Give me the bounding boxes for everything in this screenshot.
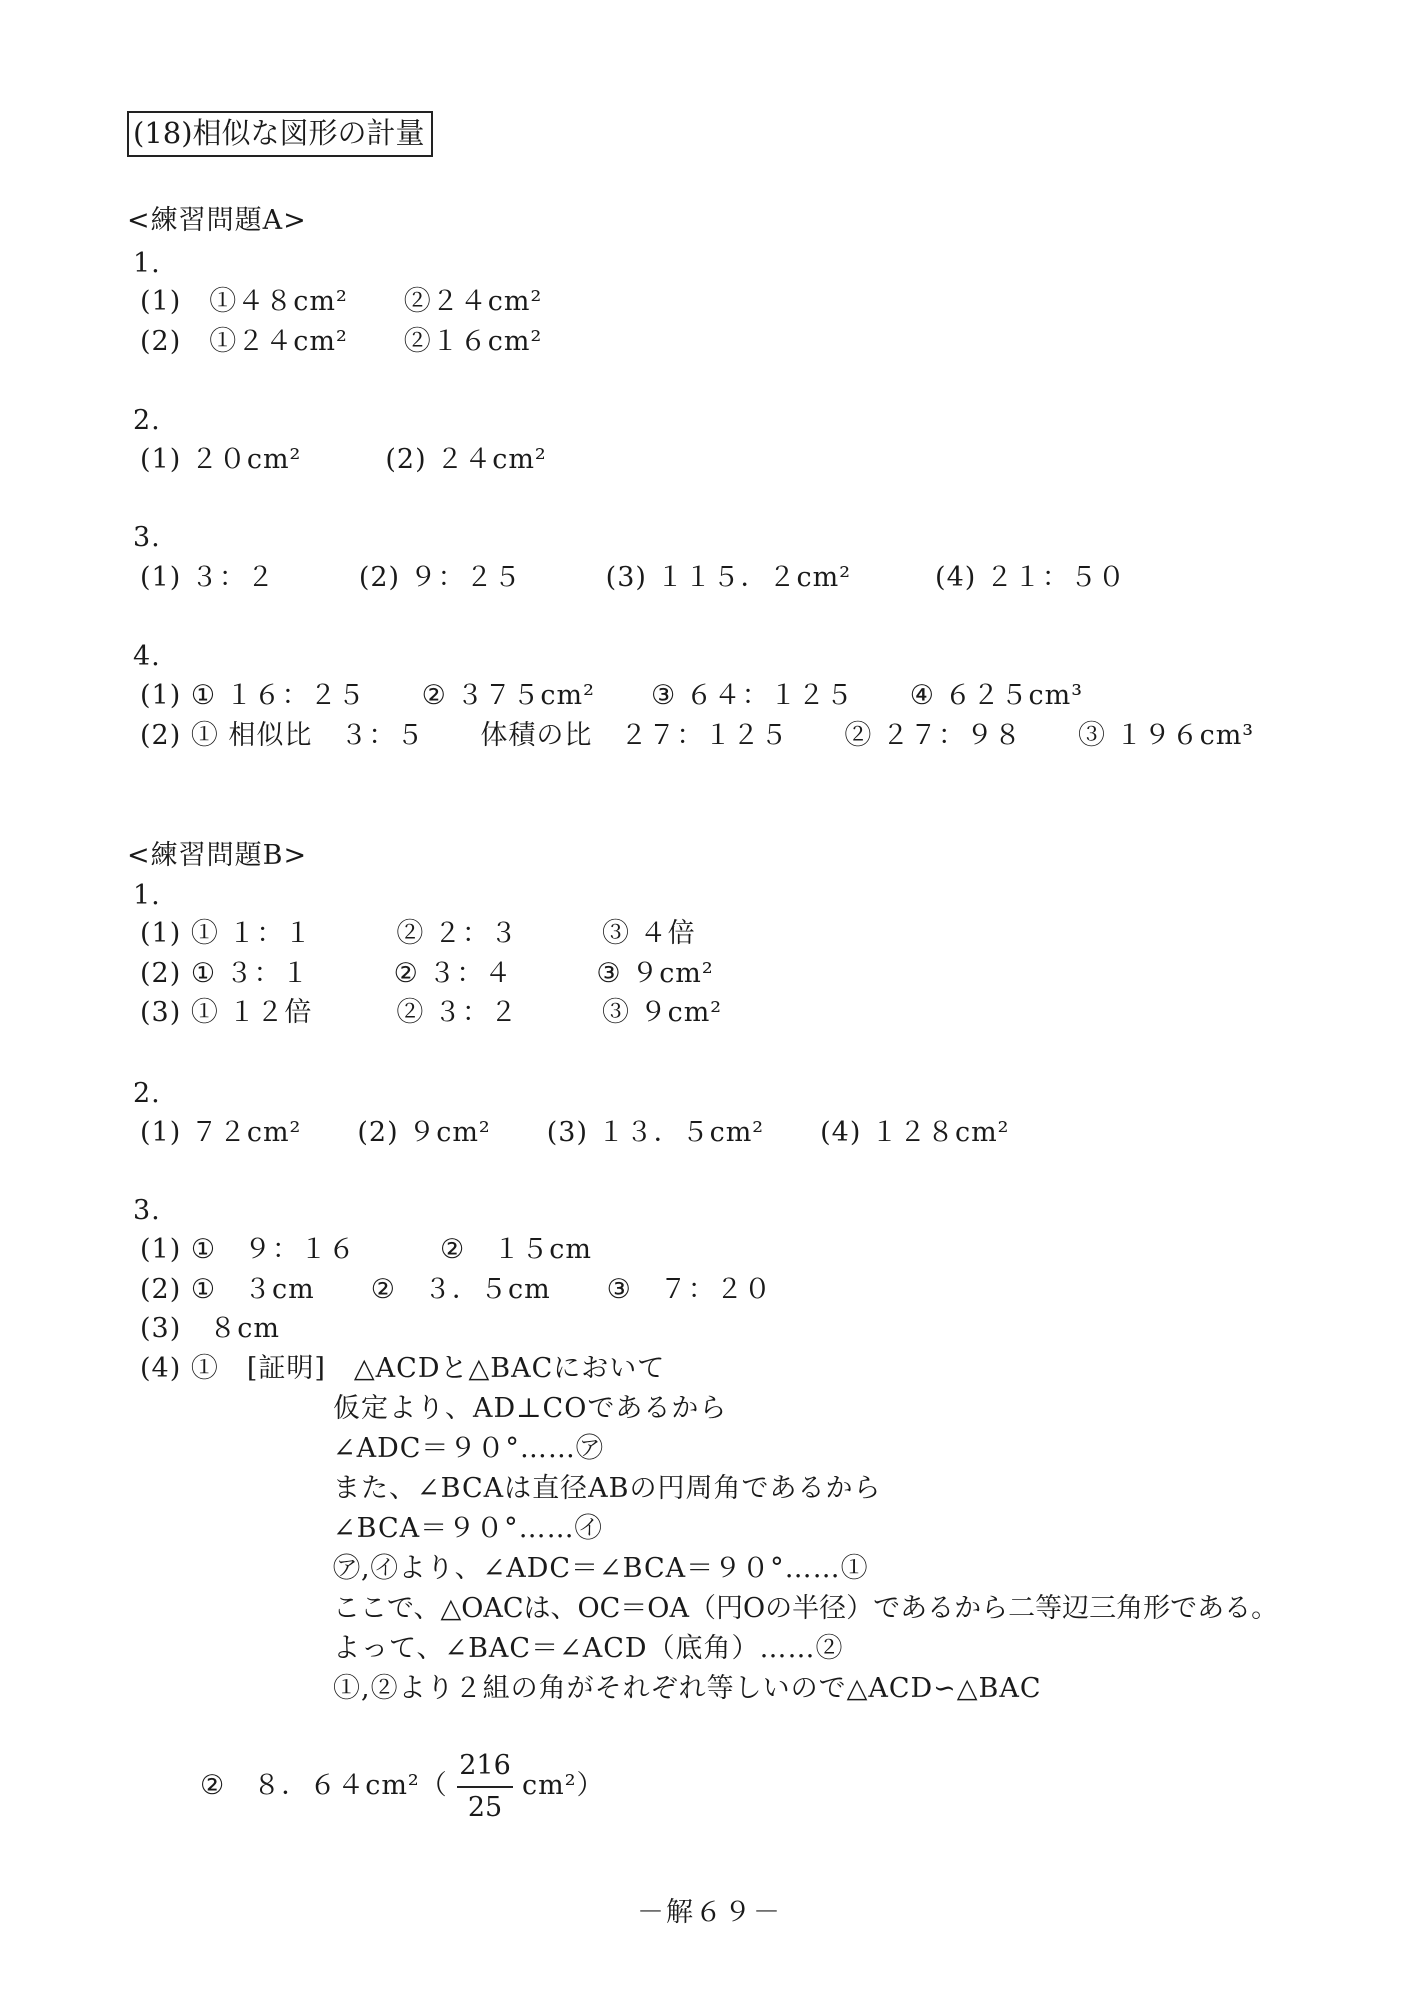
section-a-heading: <練習問題A> bbox=[127, 205, 307, 236]
q3-4-answer2-suffix: cm²） bbox=[522, 1770, 605, 1801]
a-q4-line2: (2) ① 相似比 ３：５ 体積の比 ２７：１２５ ② ２７：９８ ③ １９６cm³ bbox=[140, 720, 1255, 751]
answer-fraction bbox=[455, 1748, 515, 1826]
section-title: (18)相似な図形の計量 bbox=[127, 111, 433, 157]
proof-line-7: よって、∠BAC＝∠ACD（底角）……② bbox=[333, 1633, 844, 1664]
proof-line-2: ∠ADC＝９０°……㋐ bbox=[333, 1433, 604, 1464]
b-q1-line3: (3) ① １２倍 ② ３：２ ③ ９cm² bbox=[140, 997, 723, 1028]
a-q3-line1: (1) ３：２ (2) ９：２５ (3) １１５．２cm² (4) ２１：５０ bbox=[140, 562, 1126, 593]
a-q4-number: 4. bbox=[133, 641, 161, 672]
b-q3-line3: (3) ８cm bbox=[140, 1313, 280, 1344]
b-q1-line2: (2) ① ３：１ ② ３：４ ③ ９cm² bbox=[140, 958, 714, 989]
fraction-denominator: 25 bbox=[467, 1792, 503, 1823]
page-number: －解６９－ bbox=[637, 1897, 782, 1928]
a-q1-line1: (1) ①４８cm² ②２４cm² bbox=[140, 286, 543, 317]
q3-4-answer2-prefix: ② ８．６４cm²（ bbox=[200, 1770, 448, 1801]
b-q3-number: 3. bbox=[133, 1195, 161, 1226]
b-q1-number: 1. bbox=[133, 880, 161, 911]
b-q3-line4: (4) ① [証明] △ACDと△BACにおいて bbox=[140, 1353, 666, 1384]
proof-line-6: ここで、△OACは、OC＝OA（円Oの半径）であるから二等辺三角形である。 bbox=[333, 1593, 1279, 1624]
proof-line-8: ①,②より２組の角がそれぞれ等しいので△ACD∽△BAC bbox=[333, 1673, 1042, 1704]
b-q2-number: 2. bbox=[133, 1078, 161, 1109]
a-q2-line1: (1) ２０cm² (2) ２４cm² bbox=[140, 444, 547, 475]
proof-line-1: 仮定より、AD⊥COであるから bbox=[333, 1393, 728, 1424]
a-q1-number: 1. bbox=[133, 248, 161, 279]
proof-line-5: ㋐,㋑より、∠ADC＝∠BCA＝９０°……① bbox=[333, 1553, 869, 1584]
a-q3-number: 3. bbox=[133, 522, 161, 553]
proof-line-4: ∠BCA＝９０°……㋑ bbox=[333, 1513, 603, 1544]
a-q2-number: 2. bbox=[133, 405, 161, 436]
section-b-heading: <練習問題B> bbox=[127, 840, 308, 871]
a-q4-line1: (1) ① １６：２５ ② ３７５cm² ③ ６４：１２５ ④ ６２５cm³ bbox=[140, 680, 1084, 711]
b-q2-line1: (1) ７２cm² (2) ９cm² (3) １３．５cm² (4) １２８cm² bbox=[140, 1117, 1010, 1148]
a-q1-line2: (2) ①２４cm² ②１６cm² bbox=[140, 326, 543, 357]
fraction-bar bbox=[457, 1786, 513, 1788]
fraction-numerator: 216 bbox=[459, 1750, 511, 1781]
proof-line-3: また、∠BCAは直径ABの円周角であるから bbox=[333, 1473, 882, 1504]
b-q3-line1: (1) ① ９：１６ ② １５cm bbox=[140, 1234, 592, 1265]
b-q1-line1: (1) ① １：１ ② ２：３ ③ ４倍 bbox=[140, 918, 696, 949]
b-q3-line2: (2) ① ３cm ② ３．５cm ③ ７：２０ bbox=[140, 1274, 772, 1305]
